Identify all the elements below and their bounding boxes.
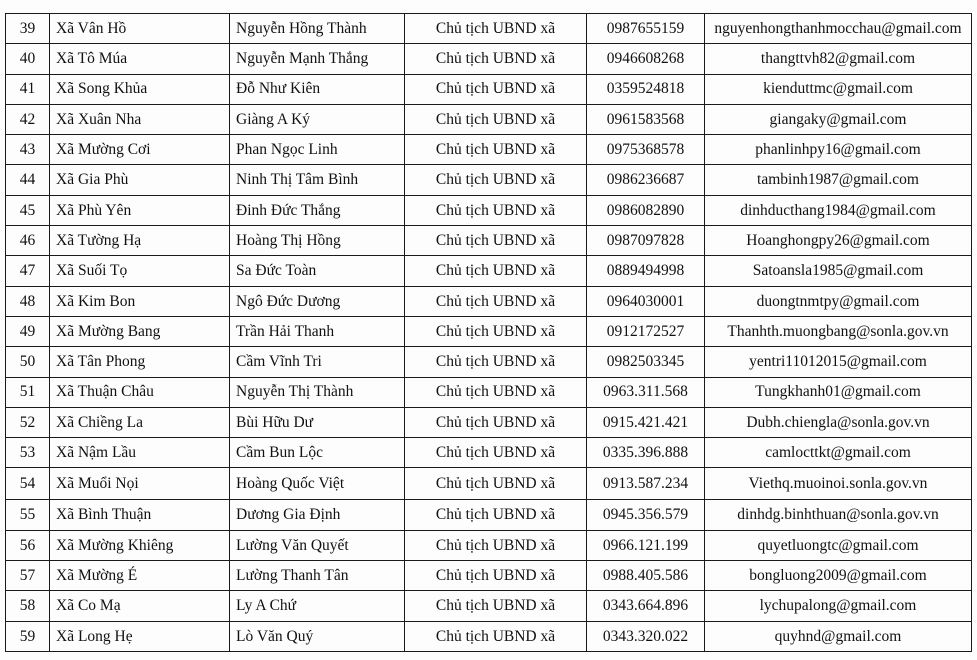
table-row: [6, 165, 972, 195]
phone-number: 0986082890: [587, 195, 705, 225]
row-number: 45: [6, 195, 50, 225]
contact-table: [5, 13, 972, 652]
position-title: Chủ tịch UBND xã: [405, 165, 587, 195]
email-address: tambinh1987@gmail.com: [705, 165, 972, 195]
table-row: [6, 591, 972, 621]
phone-number: 0343.664.896: [587, 591, 705, 621]
email-address: quyhnd@gmail.com: [705, 621, 972, 651]
table-row: [6, 226, 972, 256]
person-name: Hoàng Quốc Việt: [230, 468, 405, 500]
person-name: Cầm Bun Lộc: [230, 438, 405, 468]
row-number: 55: [6, 500, 50, 530]
position-title: Chủ tịch UBND xã: [405, 135, 587, 165]
email-address: kienduttmc@gmail.com: [705, 74, 972, 104]
position-title: Chủ tịch UBND xã: [405, 561, 587, 591]
phone-number: 0963.311.568: [587, 377, 705, 407]
phone-number: 0988.405.586: [587, 561, 705, 591]
email-address: dinhdg.binhthuan@sonla.gov.vn: [705, 500, 972, 530]
commune-name: Xã Nậm Lầu: [50, 438, 230, 468]
position-title: Chủ tịch UBND xã: [405, 377, 587, 407]
phone-number: 0975368578: [587, 135, 705, 165]
position-title: Chủ tịch UBND xã: [405, 438, 587, 468]
phone-number: 0987097828: [587, 226, 705, 256]
phone-number: 0946608268: [587, 44, 705, 74]
row-number: 41: [6, 74, 50, 104]
position-title: Chủ tịch UBND xã: [405, 195, 587, 225]
commune-name: Xã Muổi Nọi: [50, 468, 230, 500]
commune-name: Xã Co Mạ: [50, 591, 230, 621]
email-address: Satoansla1985@gmail.com: [705, 256, 972, 286]
row-number: 39: [6, 14, 50, 44]
position-title: Chủ tịch UBND xã: [405, 286, 587, 316]
table-row: [6, 621, 972, 651]
position-title: Chủ tịch UBND xã: [405, 591, 587, 621]
commune-name: Xã Bình Thuận: [50, 500, 230, 530]
position-title: Chủ tịch UBND xã: [405, 104, 587, 134]
position-title: Chủ tịch UBND xã: [405, 74, 587, 104]
person-name: Ninh Thị Tâm Bình: [230, 165, 405, 195]
person-name: Trần Hải Thanh: [230, 316, 405, 346]
person-name: Ngô Đức Dương: [230, 286, 405, 316]
position-title: Chủ tịch UBND xã: [405, 621, 587, 651]
commune-name: Xã Tô Múa: [50, 44, 230, 74]
commune-name: Xã Tường Hạ: [50, 226, 230, 256]
table-row: [6, 316, 972, 346]
table-row: [6, 377, 972, 407]
table-row: [6, 256, 972, 286]
table-row: [6, 195, 972, 225]
commune-name: Xã Song Khủa: [50, 74, 230, 104]
table-row: [6, 74, 972, 104]
position-title: Chủ tịch UBND xã: [405, 316, 587, 346]
commune-name: Xã Mường Khiêng: [50, 530, 230, 560]
row-number: 57: [6, 561, 50, 591]
row-number: 44: [6, 165, 50, 195]
commune-name: Xã Mường É: [50, 561, 230, 591]
phone-number: 0945.356.579: [587, 500, 705, 530]
phone-number: 0912172527: [587, 316, 705, 346]
person-name: Đỗ Như Kiên: [230, 74, 405, 104]
email-address: nguyenhongthanhmocchau@gmail.com: [705, 14, 972, 44]
person-name: Đinh Đức Thắng: [230, 195, 405, 225]
commune-name: Xã Vân Hồ: [50, 14, 230, 44]
person-name: Ly A Chứ: [230, 591, 405, 621]
position-title: Chủ tịch UBND xã: [405, 407, 587, 437]
table-row: [6, 104, 972, 134]
row-number: 43: [6, 135, 50, 165]
commune-name: Xã Xuân Nha: [50, 104, 230, 134]
email-address: lychupalong@gmail.com: [705, 591, 972, 621]
row-number: 54: [6, 468, 50, 500]
row-number: 42: [6, 104, 50, 134]
table-row: [6, 286, 972, 316]
phone-number: 0913.587.234: [587, 468, 705, 500]
table-row: [6, 468, 972, 500]
commune-name: Xã Phù Yên: [50, 195, 230, 225]
commune-name: Xã Long Hẹ: [50, 621, 230, 651]
email-address: duongtnmtpy@gmail.com: [705, 286, 972, 316]
phone-number: 0961583568: [587, 104, 705, 134]
commune-name: Xã Kim Bon: [50, 286, 230, 316]
row-number: 48: [6, 286, 50, 316]
phone-number: 0964030001: [587, 286, 705, 316]
person-name: Nguyễn Thị Thành: [230, 377, 405, 407]
commune-name: Xã Gia Phù: [50, 165, 230, 195]
email-address: thangttvh82@gmail.com: [705, 44, 972, 74]
row-number: 52: [6, 407, 50, 437]
commune-name: Xã Mường Cơi: [50, 135, 230, 165]
row-number: 59: [6, 621, 50, 651]
row-number: 51: [6, 377, 50, 407]
commune-name: Xã Mường Bang: [50, 316, 230, 346]
position-title: Chủ tịch UBND xã: [405, 256, 587, 286]
person-name: Nguyễn Mạnh Thắng: [230, 44, 405, 74]
row-number: 47: [6, 256, 50, 286]
position-title: Chủ tịch UBND xã: [405, 226, 587, 256]
table-row: [6, 438, 972, 468]
person-name: Phan Ngọc Linh: [230, 135, 405, 165]
phone-number: 0889494998: [587, 256, 705, 286]
phone-number: 0915.421.421: [587, 407, 705, 437]
person-name: Nguyễn Hồng Thành: [230, 14, 405, 44]
email-address: giangaky@gmail.com: [705, 104, 972, 134]
contact-table-body: [6, 14, 972, 652]
email-address: Tungkhanh01@gmail.com: [705, 377, 972, 407]
email-address: yentri11012015@gmail.com: [705, 347, 972, 377]
email-address: Thanhth.muongbang@sonla.gov.vn: [705, 316, 972, 346]
row-number: 50: [6, 347, 50, 377]
phone-number: 0335.396.888: [587, 438, 705, 468]
email-address: bongluong2009@gmail.com: [705, 561, 972, 591]
position-title: Chủ tịch UBND xã: [405, 468, 587, 500]
commune-name: Xã Suối Tọ: [50, 256, 230, 286]
commune-name: Xã Thuận Châu: [50, 377, 230, 407]
row-number: 46: [6, 226, 50, 256]
commune-name: Xã Chiềng La: [50, 407, 230, 437]
phone-number: 0987655159: [587, 14, 705, 44]
position-title: Chủ tịch UBND xã: [405, 500, 587, 530]
table-row: [6, 14, 972, 44]
person-name: Lường Văn Quyết: [230, 530, 405, 560]
email-address: quyetluongtc@gmail.com: [705, 530, 972, 560]
row-number: 58: [6, 591, 50, 621]
phone-number: 0966.121.199: [587, 530, 705, 560]
email-address: phanlinhpy16@gmail.com: [705, 135, 972, 165]
person-name: Sa Đức Toàn: [230, 256, 405, 286]
email-address: Dubh.chiengla@sonla.gov.vn: [705, 407, 972, 437]
row-number: 49: [6, 316, 50, 346]
position-title: Chủ tịch UBND xã: [405, 14, 587, 44]
row-number: 53: [6, 438, 50, 468]
phone-number: 0343.320.022: [587, 621, 705, 651]
phone-number: 0982503345: [587, 347, 705, 377]
email-address: dinhducthang1984@gmail.com: [705, 195, 972, 225]
row-number: 40: [6, 44, 50, 74]
person-name: Giàng A Ký: [230, 104, 405, 134]
table-row: [6, 347, 972, 377]
position-title: Chủ tịch UBND xã: [405, 44, 587, 74]
table-row: [6, 44, 972, 74]
person-name: Dương Gia Định: [230, 500, 405, 530]
person-name: Hoàng Thị Hồng: [230, 226, 405, 256]
position-title: Chủ tịch UBND xã: [405, 347, 587, 377]
position-title: Chủ tịch UBND xã: [405, 530, 587, 560]
row-number: 56: [6, 530, 50, 560]
email-address: Viethq.muoinoi.sonla.gov.vn: [705, 468, 972, 500]
table-row: [6, 407, 972, 437]
person-name: Bùi Hữu Dư: [230, 407, 405, 437]
person-name: Lường Thanh Tân: [230, 561, 405, 591]
email-address: Hoanghongpy26@gmail.com: [705, 226, 972, 256]
phone-number: 0359524818: [587, 74, 705, 104]
table-row: [6, 530, 972, 560]
commune-name: Xã Tân Phong: [50, 347, 230, 377]
person-name: Lò Văn Quý: [230, 621, 405, 651]
phone-number: 0986236687: [587, 165, 705, 195]
table-row: [6, 500, 972, 530]
table-row: [6, 561, 972, 591]
email-address: camlocttkt@gmail.com: [705, 438, 972, 468]
table-row: [6, 135, 972, 165]
person-name: Cầm Vĩnh Tri: [230, 347, 405, 377]
